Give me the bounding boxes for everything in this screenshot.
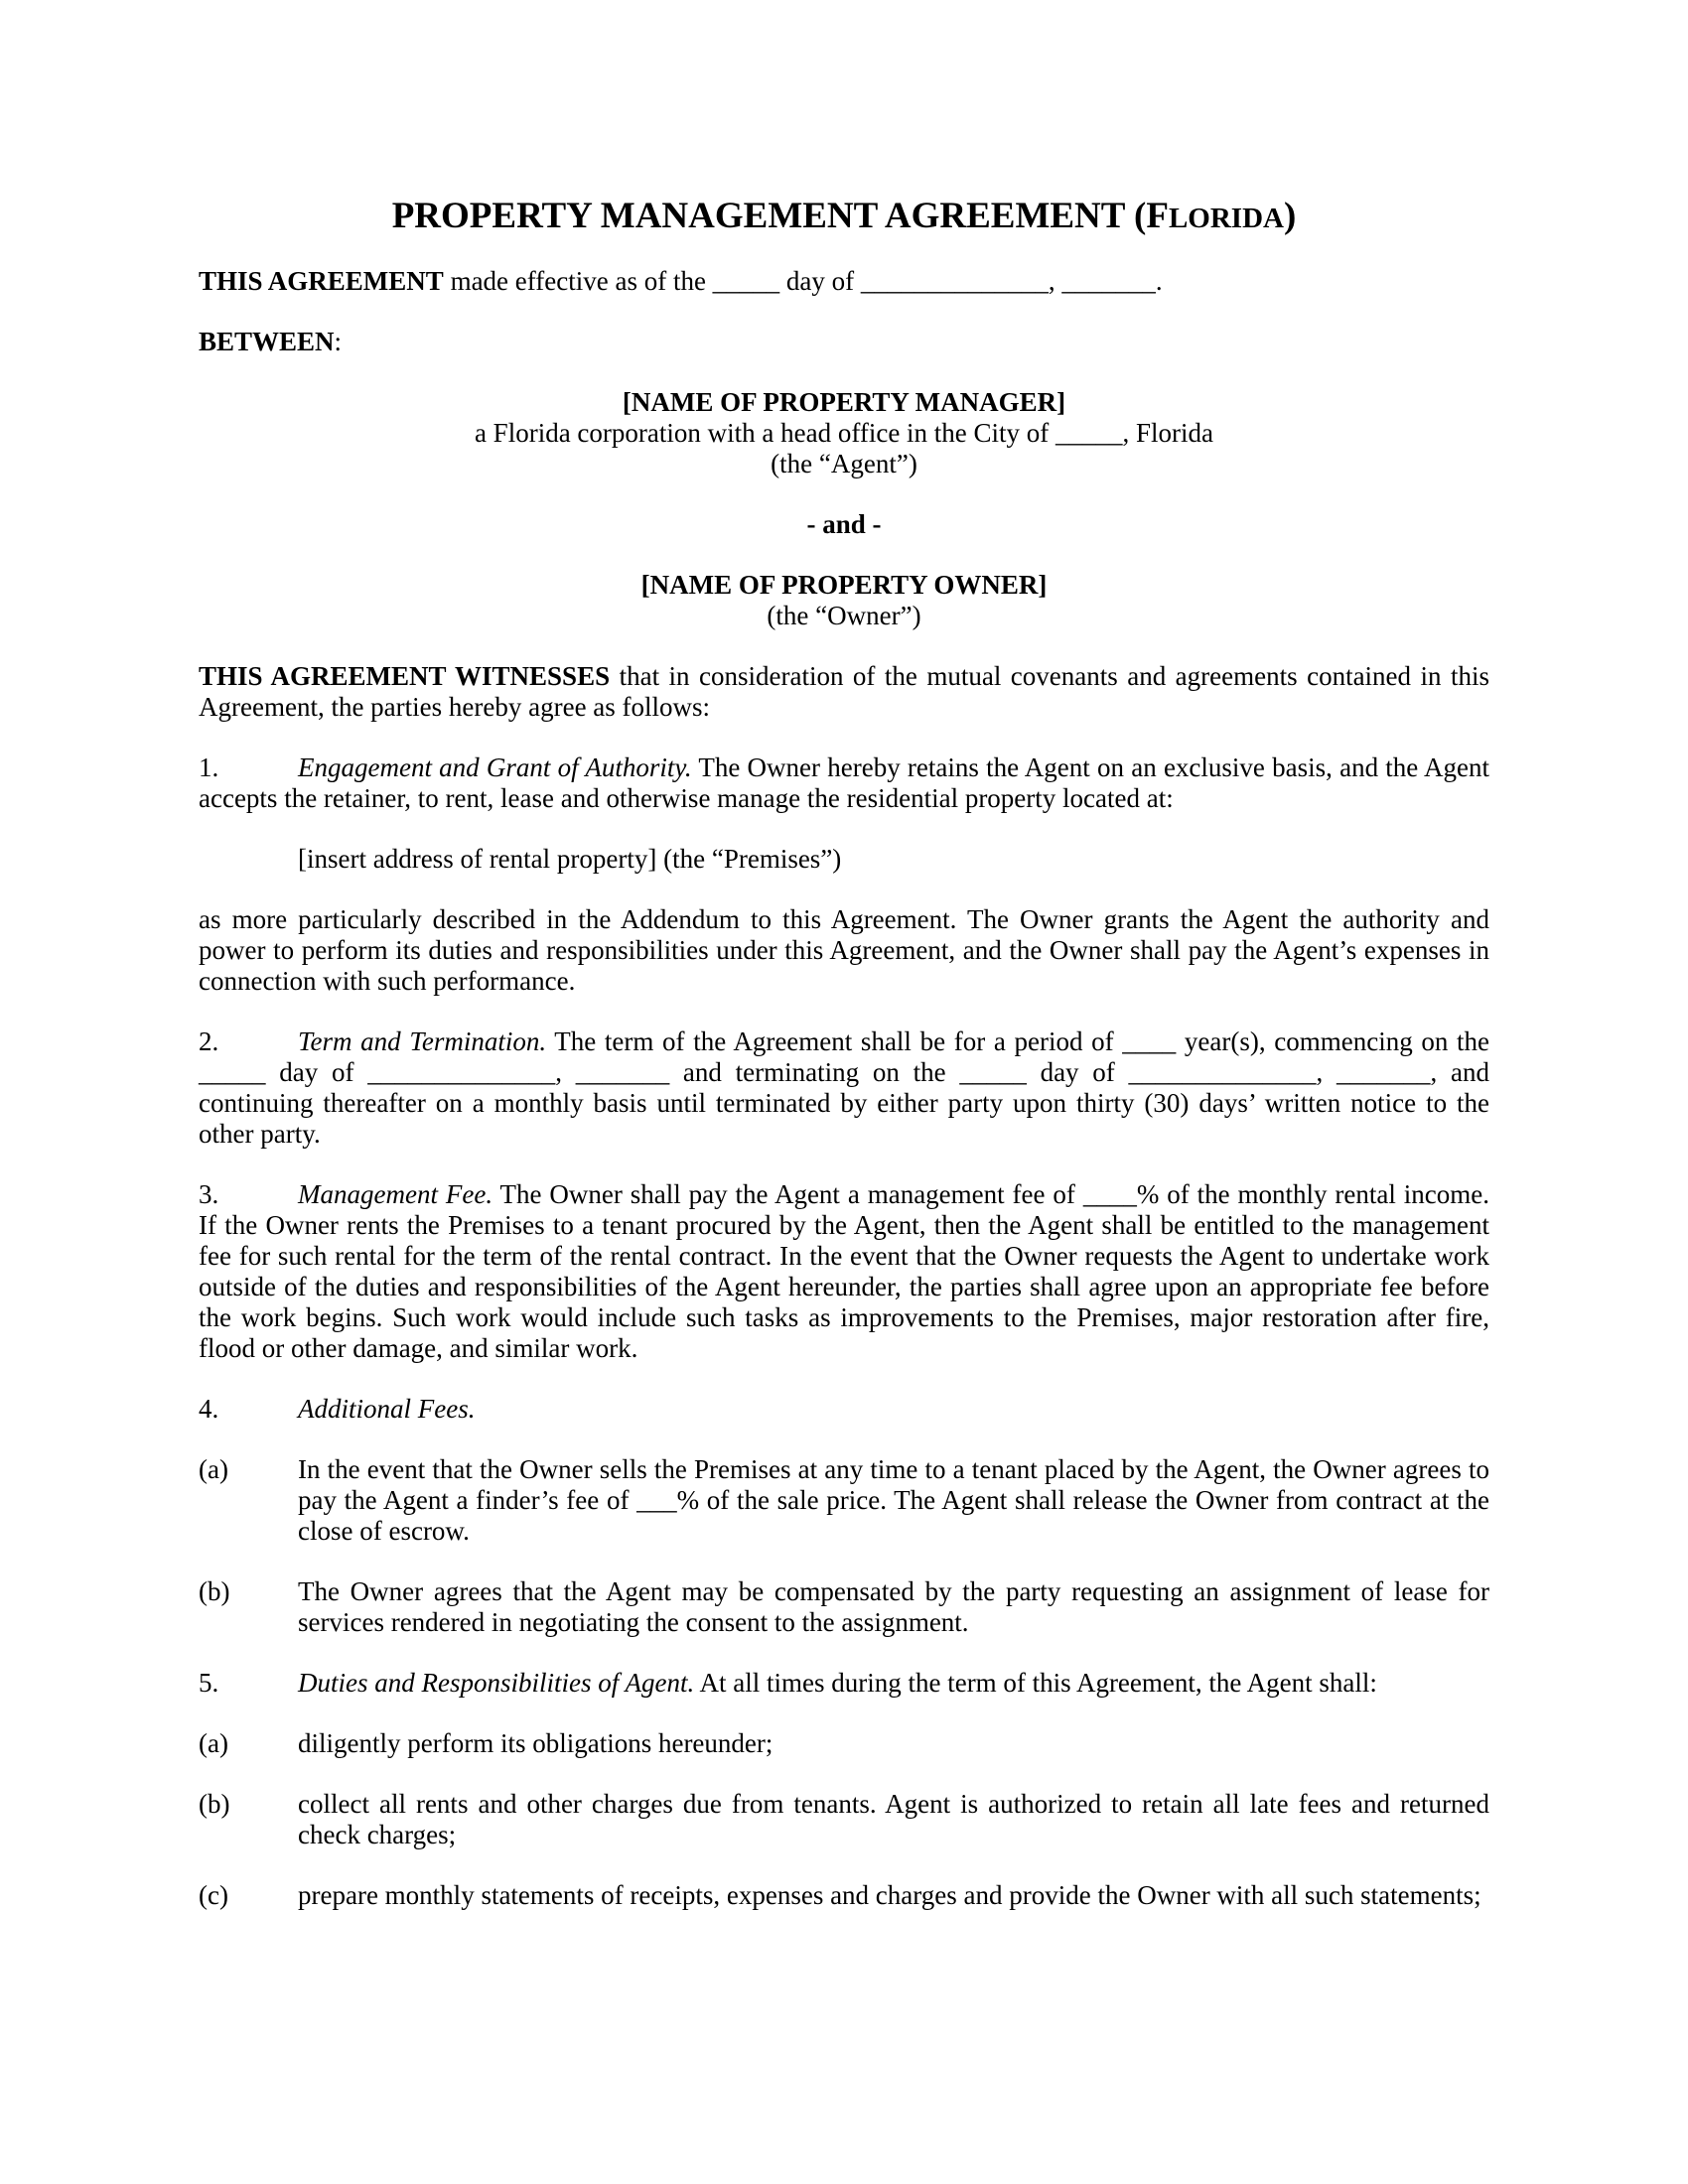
text-run: as more particularly described in the Addendum to this Agreement. The Owner grants the Agent the authority and power to perform its duties and responsibilities under this Agreement, and the Owner shall pay the Agent’s expenses in connection with such performance.: [199, 904, 1489, 996]
text-run: Additional Fees.: [298, 1394, 476, 1424]
section-3-management-fee: [199, 1179, 1489, 1364]
document-title: [199, 195, 1489, 240]
party-manager-block: [199, 387, 1489, 479]
text-run: The Owner agrees that the Agent may be compensated by the party requesting an assignment of lease for services rendered in negotiating the consent to the assignment.: [298, 1576, 1489, 1637]
engagement-continuation: [199, 904, 1489, 997]
section-1-engagement: [199, 752, 1489, 814]
and-separator-line: [199, 509, 1489, 540]
clause-letter: (a): [199, 1454, 228, 1484]
text-run: BETWEEN: [199, 327, 335, 356]
text-run: made effective as of the _____ day of ______________, _______.: [443, 266, 1163, 296]
text-run: In the event that the Owner sells the Premises at any time to a tenant placed by the Agent, the Owner agrees to pay the Agent a finder’s fee of ___% of the sale price. The Agent shall release the Owner from contract at the close of escrow.: [298, 1454, 1489, 1546]
text-run: that in consideration of the mutual covenants and agreements contained in this Agreement, the parties hereby agree as follows:: [199, 661, 1489, 722]
text-run: collect all rents and other charges due from tenants. Agent is authorized to retain all late fees and returned check charges;: [298, 1789, 1489, 1849]
manager-alias: [199, 449, 1489, 479]
clause-5c: [199, 1880, 1489, 1911]
clause-letter: (c): [199, 1880, 228, 1910]
between-label: [199, 327, 1489, 357]
text-run: The Owner hereby retains the Agent on an exclusive basis, and the Agent accepts the retainer, to rent, lease and otherwise manage the residential property located at:: [199, 752, 1489, 813]
text-run: At all times during the term of this Agreement, the Agent shall:: [694, 1668, 1377, 1698]
clause-4a: [199, 1454, 1489, 1547]
text-run: :: [334, 327, 343, 356]
clause-letter: (a): [199, 1728, 228, 1758]
and-separator: [199, 509, 1489, 540]
text-run: PROPERTY MANAGEMENT AGREEMENT (F: [391, 196, 1169, 236]
text-run: diligently perform its obligations hereunder;: [298, 1728, 774, 1758]
text-run: [NAME OF PROPERTY OWNER]: [640, 570, 1048, 600]
document-body: [199, 195, 1489, 1911]
text-run: ): [1283, 196, 1297, 236]
intro-paragraph: [199, 266, 1489, 297]
premises-address-line: [199, 844, 1489, 875]
clause-5b: [199, 1789, 1489, 1850]
text-run: [NAME OF PROPERTY MANAGER]: [622, 387, 1066, 417]
section-number: 4.: [199, 1394, 219, 1424]
text-run: Duties and Responsibilities of Agent.: [298, 1668, 695, 1698]
section-number: 5.: [199, 1668, 219, 1698]
section-number: 3.: [199, 1179, 219, 1209]
text-run: THIS AGREEMENT WITNESSES: [199, 661, 611, 691]
section-5-duties: [199, 1668, 1489, 1699]
text-run: prepare monthly statements of receipts, expenses and charges and provide the Owner with all such statements;: [298, 1880, 1481, 1910]
text-run: [insert address of rental property] (the “Premises”): [298, 844, 842, 874]
text-run: The term of the Agreement shall be for a period of ____ year(s), commencing on the _____ day of ______________, _______ and terminating on the _____ day of ______________, _______, and continuing thereafter on a monthly basis until terminated by either party upon thirty (30) days’ written notice to the other party.: [199, 1026, 1490, 1149]
text-run: LORIDA: [1168, 203, 1284, 234]
text-run: (the “Agent”): [771, 449, 917, 478]
text-run: The Owner shall pay the Agent a management fee of ____% of the monthly rental income. If the Owner rents the Premises to a tenant procured by the Agent, then the Agent shall be entitled to the management fee for such rental for the term of the rental contract. In the event that the Owner requests the Agent to undertake work outside of the duties and responsibilities of the Agent hereunder, the parties shall agree upon an appropriate fee before the work begins. Such work would include such tasks as improvements to the Premises, major restoration after fire, flood or other damage, and similar work.: [199, 1179, 1489, 1363]
text-run: (the “Owner”): [767, 601, 921, 630]
owner-name-placeholder: [199, 570, 1489, 601]
manager-name-placeholder: [199, 387, 1489, 418]
text-run: THIS AGREEMENT: [199, 266, 444, 296]
clause-4b: [199, 1576, 1489, 1638]
text-run: a Florida corporation with a head office in the City of _____, Florida: [474, 418, 1214, 448]
clause-letter: (b): [199, 1576, 230, 1606]
clause-letter: (b): [199, 1789, 230, 1819]
text-run: - and -: [806, 509, 882, 539]
text-run: Management Fee.: [298, 1179, 493, 1209]
clause-5a: [199, 1728, 1489, 1759]
text-run: Engagement and Grant of Authority.: [298, 752, 692, 782]
section-4-additional-fees: [199, 1394, 1489, 1425]
section-2-term: [199, 1026, 1489, 1150]
section-number: 2.: [199, 1026, 219, 1056]
section-number: 1.: [199, 752, 219, 782]
witnesses-paragraph: [199, 661, 1489, 723]
owner-alias: [199, 601, 1489, 631]
manager-description: [199, 418, 1489, 449]
party-owner-block: [199, 570, 1489, 631]
text-run: Term and Termination.: [298, 1026, 547, 1056]
